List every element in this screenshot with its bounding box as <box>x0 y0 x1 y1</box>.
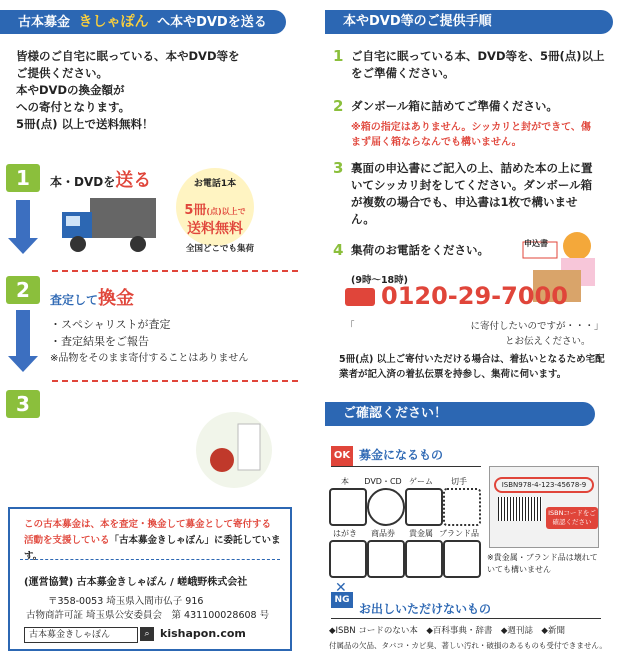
flow-arrowhead <box>8 356 38 372</box>
intro-line: 皆様のご自宅に眠っている、本やDVD等を <box>16 49 240 63</box>
form-label: 申込書 <box>524 239 548 248</box>
item-label: ゲーム <box>409 477 433 486</box>
footer-box <box>8 507 292 651</box>
ok-title: 募金になるもの <box>359 448 444 462</box>
intro-text <box>16 48 240 133</box>
handbag-icon <box>443 540 481 578</box>
flow-arrow <box>16 310 30 358</box>
freedial-icon <box>345 288 375 306</box>
right-column: 本やDVD等のご提供手順 1 ご自宅に眠っている本、DVD等を、5冊(点)以上をご準備ください。 2 ダンボール箱に詰めてご準備ください。 ※箱の指定はありません。シッカリと封ができて、傷まず届く箱ならなんでも構いません。 3 裏面の申込書にご記入の上、詰めた本の上に置いてシッカリ封をしてください。ダンボール箱が複数の場合でも、申込書は1枚で構いません。 4 集荷のお電話をください。 申込書 (9時～18時) 0120-29-7000 「 に寄付したいのですが・・・」 とお伝えください。 5冊(点) 以上ご寄付いただける場合は、着払いとなるため宅配業者が記入済の着払伝票を持参し、集荷に伺います。 ご確認ください！ OK 募金になるもの 本 DVD・CD ゲーム 切手 はがき 商品券 貴金属 ブランド品 ISBN978-4-123-45678-9 ISBNコードをご確認ください ※貴金属・ブランド品は壊れていても構いません NG ✕ お出しいただけないもの ◆ISBN コードのない本 ◆百科事典・辞書 ◆週刊誌 ◆新聞 付属品の欠品、タバコ・カビ臭、著しい汚れ・破損のあるものも受付できません。 <box>325 0 623 34</box>
item-label: DVD・CD <box>364 477 402 486</box>
item-label: 商品券 <box>371 529 395 538</box>
ng-note: 付属品の欠品、タバコ・カビ臭、著しい汚れ・破損のあるものも受付できません。 <box>329 641 607 650</box>
flow-arrow <box>16 200 30 240</box>
brand-logo: きしゃぽん <box>78 14 149 30</box>
header-prefix: 古本募金 <box>18 15 71 30</box>
right-header: 本やDVD等のご提供手順 <box>325 10 613 34</box>
disc-icon <box>367 488 405 526</box>
operator: (運営協賛) 古本募金きしゃぽん / 嵯峨野株式会社 <box>24 577 248 588</box>
intro-line: 本やDVDの換金額が <box>16 83 125 97</box>
gamepad-icon <box>405 488 443 526</box>
item-label: ブランド品 <box>439 529 479 538</box>
ng-items: ◆ISBN コードのない本 ◆百科事典・辞書 ◆週刊誌 ◆新聞 <box>329 626 565 636</box>
confirm-header: ご確認ください！ <box>325 402 595 426</box>
ok-mark: OK <box>331 446 353 466</box>
item-label: 本 <box>341 477 349 486</box>
isbn-tag: ISBNコードをご確認ください <box>546 507 598 529</box>
cross-icon: ✕ <box>335 580 347 596</box>
stamp-icon <box>443 488 481 526</box>
isbn-book <box>489 466 599 548</box>
left-header <box>0 10 286 34</box>
item-label: 貴金属 <box>409 529 433 538</box>
flow-arrowhead <box>8 238 38 254</box>
step-1-badge: 1 <box>6 164 40 192</box>
free-shipping-badge: お電話1本 5冊(点)以上で 送料無料 <box>176 168 254 246</box>
item-label: 切手 <box>451 477 467 486</box>
license: 古物商許可証 埼玉県公安委員会 第 431100028608 号 <box>26 610 270 621</box>
step-2-badge: 2 <box>6 276 40 304</box>
hours: (9時～18時) <box>351 275 409 286</box>
isbn-code: ISBN978-4-123-45678-9 <box>494 477 594 493</box>
truck-icon <box>60 196 160 258</box>
mascot-icon <box>194 410 274 490</box>
intro-line: 5冊(点) 以上で送料無料！ <box>16 117 154 131</box>
book-icon <box>329 488 367 526</box>
freedial-number[interactable]: 0120-29-7000 <box>381 282 568 310</box>
left-column <box>0 0 300 640</box>
divider <box>52 380 298 382</box>
search-icon[interactable]: ⌕ <box>140 627 154 641</box>
ng-title: お出しいただけないもの <box>359 602 492 616</box>
step-1-label: 本・DVDを送る <box>50 170 152 191</box>
quote: 「 に寄付したいのですが・・・」 <box>345 321 604 332</box>
step-2-label: 査定して換金 <box>50 288 135 309</box>
barcode-icon <box>498 497 542 521</box>
postcard-icon <box>329 540 367 578</box>
footer-desc: この古本募金は、本を査定・換金して募金として寄付する 活動を支援している「古本募金きしゃぽん」に委託しています。 <box>24 519 281 562</box>
cod-note: 5冊(点) 以上ご寄付いただける場合は、着払いとなるため宅配業者が記入済の着払伝票を持参し、集荷に伺います。 <box>339 354 605 380</box>
ring-icon <box>405 540 443 578</box>
ok-note: ※貴金属・ブランド品は壊れていても構いません <box>487 553 598 574</box>
ng-mark: NG <box>331 592 353 608</box>
item-label: はがき <box>333 529 357 538</box>
site-url[interactable]: kishapon.com <box>160 627 246 640</box>
address: 〒358-0053 埼玉県入間市仏子 916 <box>48 596 204 607</box>
divider <box>52 270 298 272</box>
intro-line: ご提供ください。 <box>16 66 108 80</box>
step-2-details: ・スペシャリストが査定 ・査定結果をご報告 ※品物をそのまま寄付することはありません <box>50 318 249 364</box>
step-3-badge: 3 <box>6 390 40 418</box>
intro-line: への寄付となります。 <box>16 100 131 114</box>
quote-end: とお伝えください。 <box>505 336 591 347</box>
header-suffix: へ本やDVDを送る <box>157 15 267 30</box>
search-box[interactable]: 古本募金きしゃぽん <box>24 627 138 643</box>
gift-card-icon <box>367 540 405 578</box>
nationwide-note: 全国どこでも集荷 <box>186 244 255 254</box>
